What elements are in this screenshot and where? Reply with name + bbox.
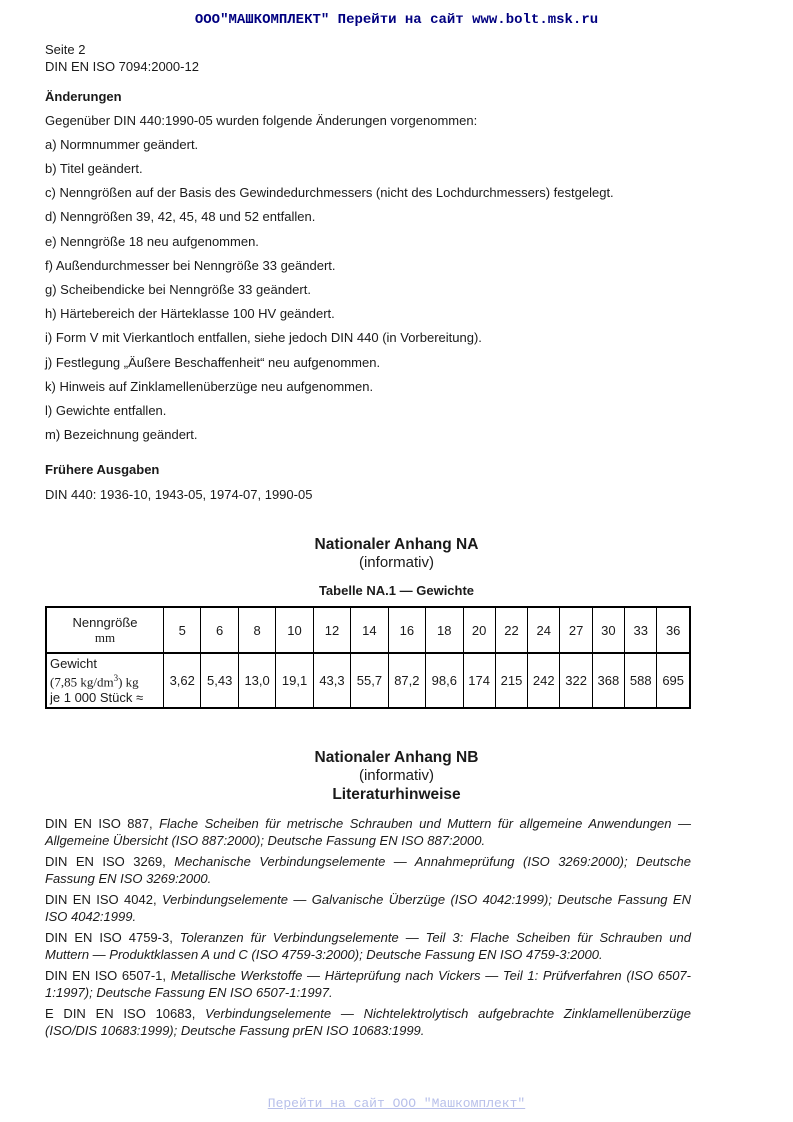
change-item: c) Nenngrößen auf der Basis des Gewindedurchmessers (nicht des Lochdurchmessers) festgelegt. <box>45 185 614 200</box>
weight-cell: 215 <box>495 653 527 708</box>
weight-cell: 55,7 <box>351 653 388 708</box>
change-item: a) Normnummer geändert. <box>45 137 199 152</box>
standard-number: DIN EN ISO 7094:2000-12 <box>45 59 199 74</box>
reference-entry: DIN EN ISO 4759-3, Toleranzen für Verbindungselemente — Teil 3: Flache Scheiben für Schrauben und Muttern — Produktklassen A und C (ISO 4759-3:2000); Deutsche Fassung EN ISO 4759-3:2000. <box>45 930 691 962</box>
weight-per-thousand: je 1 000 Stück ≈ <box>50 689 144 705</box>
weight-cell: 98,6 <box>426 653 463 708</box>
weight-cell: 322 <box>560 653 592 708</box>
size-cell: 5 <box>164 607 201 653</box>
change-item: f) Außendurchmesser bei Nenngröße 33 geändert. <box>45 258 336 273</box>
annex-na-title: Nationaler Anhang NA <box>314 536 479 553</box>
bibliography-heading: Literaturhinweise <box>332 786 461 803</box>
change-item: l) Gewichte entfallen. <box>45 403 167 418</box>
size-cell: 10 <box>276 607 313 653</box>
size-label: Nenngröße <box>72 614 138 630</box>
change-item: g) Scheibendicke bei Nenngröße 33 geändert. <box>45 282 311 297</box>
size-cell: 24 <box>528 607 560 653</box>
earlier-editions-text: DIN 440: 1936-10, 1943-05, 1974-07, 1990-05 <box>45 487 313 502</box>
weights-table <box>45 606 691 709</box>
weight-cell: 368 <box>592 653 624 708</box>
reference-entry: DIN EN ISO 3269, Mechanische Verbindungselemente — Annahmeprüfung (ISO 3269:2000); Deutsche Fassung EN ISO 3269:2000. <box>45 854 691 886</box>
top-banner-link[interactable]: ООО"МАШКОМПЛЕКТ" Перейти на сайт www.bolt.msk.ru <box>194 12 599 28</box>
size-cell: 6 <box>201 607 238 653</box>
table-title: Tabelle NA.1 — Gewichte <box>318 583 475 598</box>
weight-label: Gewicht <box>50 656 97 672</box>
weight-cell: 588 <box>625 653 657 708</box>
size-cell: 18 <box>426 607 463 653</box>
table-row <box>46 653 690 708</box>
annex-na-subtitle: (informativ) <box>358 554 434 571</box>
change-item: m) Bezeichnung geändert. <box>45 427 198 442</box>
size-cell: 33 <box>625 607 657 653</box>
weight-cell: 695 <box>657 653 690 708</box>
weight-cell: 13,0 <box>238 653 275 708</box>
changes-intro: Gegenüber DIN 440:1990-05 wurden folgende Änderungen vorgenommen: <box>45 113 478 128</box>
weight-cell: 242 <box>528 653 560 708</box>
size-cell: 12 <box>313 607 350 653</box>
weight-cell: 5,43 <box>201 653 238 708</box>
size-cell: 27 <box>560 607 592 653</box>
change-item: d) Nenngrößen 39, 42, 45, 48 und 52 entfallen. <box>45 209 316 224</box>
size-cell: 30 <box>592 607 624 653</box>
annex-nb-title: Nationaler Anhang NB <box>314 749 479 766</box>
change-item: k) Hinweis auf Zinklamellenüberzüge neu aufgenommen. <box>45 379 374 394</box>
size-unit: mm <box>94 629 116 645</box>
size-label-cell <box>46 607 164 653</box>
page-number: Seite 2 <box>45 42 86 57</box>
weight-cell: 19,1 <box>276 653 313 708</box>
reference-entry: E DIN EN ISO 10683, Verbindungselemente — Nichtelektrolytisch aufgebrachte Zinklamellenüberzüge (ISO/DIS 10683:1999); Deutsche Fassung prEN ISO 10683:1999. <box>45 1006 691 1038</box>
change-item: j) Festlegung „Äußere Beschaffenheit“ neu aufgenommen. <box>45 355 381 370</box>
weight-cell: 174 <box>463 653 495 708</box>
change-item: i) Form V mit Vierkantloch entfallen, siehe jedoch DIN 440 (in Vorbereitung). <box>45 330 482 345</box>
changes-heading: Änderungen <box>45 89 122 104</box>
change-item: h) Härtebereich der Härteklasse 100 HV geändert. <box>45 306 335 321</box>
change-item: b) Titel geändert. <box>45 161 143 176</box>
size-cell: 36 <box>657 607 690 653</box>
size-cell: 14 <box>351 607 388 653</box>
reference-entry: DIN EN ISO 6507-1, Metallische Werkstoffe — Härteprüfung nach Vickers — Teil 1: Prüfverfahren (ISO 6507-1:1997); Deutsche Fassung EN ISO 6507-1:1997. <box>45 968 691 1000</box>
weight-cell: 3,62 <box>164 653 201 708</box>
reference-entry: DIN EN ISO 887, Flache Scheiben für metrische Schrauben und Muttern für allgemeine Anwendungen — Allgemeine Übersicht (ISO 887:2000); Deutsche Fassung EN ISO 887:2000. <box>45 816 691 848</box>
footer-site-link[interactable]: Перейти на сайт ООО "Машкомплект" <box>267 1096 526 1111</box>
size-cell: 16 <box>388 607 425 653</box>
weight-cell: 43,3 <box>313 653 350 708</box>
earlier-editions-heading: Frühere Ausgaben <box>45 462 160 477</box>
table-row <box>46 607 690 653</box>
weight-density: (7,85 $kg/dm^3$) kg <box>50 673 139 690</box>
change-item: e) Nenngröße 18 neu aufgenommen. <box>45 234 259 249</box>
reference-entry: DIN EN ISO 4042, Verbindungselemente — Galvanische Überzüge (ISO 4042:1999); Deutsche Fassung EN ISO 4042:1999. <box>45 892 691 924</box>
size-cell: 20 <box>463 607 495 653</box>
weight-cell: 87,2 <box>388 653 425 708</box>
weight-label-cell <box>46 653 164 708</box>
annex-nb-subtitle: (informativ) <box>358 767 434 784</box>
size-cell: 8 <box>238 607 275 653</box>
size-cell: 22 <box>495 607 527 653</box>
